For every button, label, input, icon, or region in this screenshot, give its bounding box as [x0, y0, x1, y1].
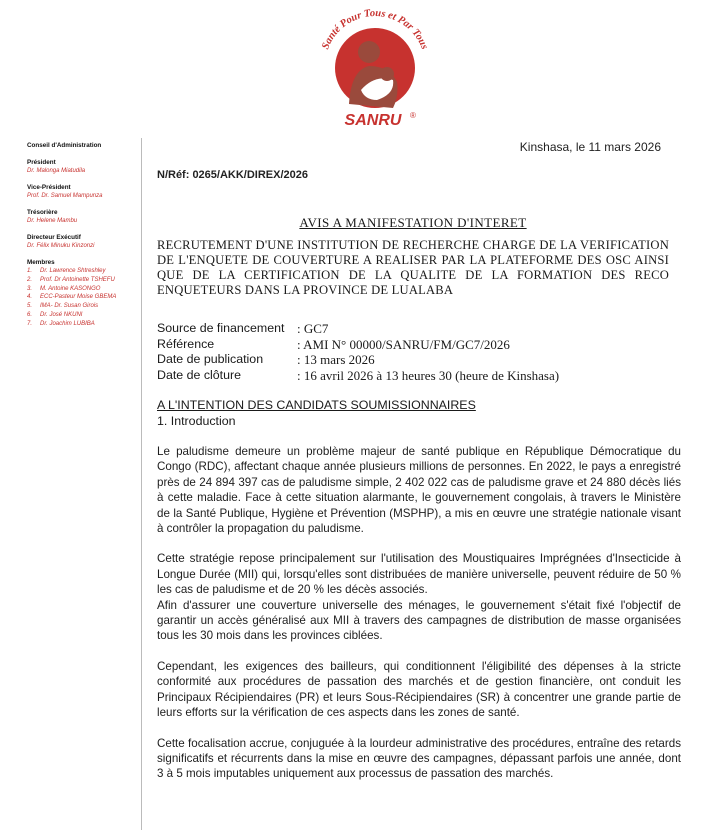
child-head [380, 67, 394, 81]
executive-director-name: Dr. Félix Minuku Kinzonzi [27, 243, 95, 249]
member-item: 3. M. Antoine KASONGO [27, 285, 101, 292]
member-item: 1. Dr. Lawrence Shtreshley [27, 268, 106, 274]
vice-president-section [27, 184, 132, 200]
reference-row: Référence : AMI N° 00000/SANRU/FM/GC7/2026 [157, 336, 510, 352]
mother-head [358, 41, 380, 63]
sanru-logo [305, 4, 445, 132]
body-paragraph: Afin d'assurer une couverture universelle des ménages, le gouvernement s'était fixé l'objectif de garantir un accès généralisé aux MII à travers des campagnes de distribution de masse organisées tous les 30 mois dans les provinces ciblées. [157, 598, 681, 643]
president-section [27, 159, 132, 175]
closing-date-row: Date de clôture : 16 avril 2026 à 13 heures 30 (heure de Kinshasa) [157, 367, 560, 383]
treasurer-section [27, 209, 132, 225]
member-item: 2. Prof. Dr Antoinette TSHEFU [27, 276, 115, 283]
body-paragraph: Cependant, les exigences des bailleurs, qui conditionnent l'éligibilité des dépenses à la stricte conformité aux procédures de passation des marchés et de gestion financière, ont conduit les Principaux Récipiendaires (PR) et leurs Sous-Récipiendaires (SR) à concentrer une grande partie de leurs efforts sur la vérification de ces aspects dans les zones de santé. [157, 659, 681, 720]
president-label: Président [27, 159, 56, 166]
sidebar-divider [141, 138, 142, 830]
treasurer-label: Trésorière [27, 209, 58, 216]
logo-arc-text: Santé Pour Tous et Par Tous [320, 7, 430, 51]
body-paragraph: Cette focalisation accrue, conjuguée à la lourdeur administrative des procédures, entraîne des retards significatifs et récurrents dans la mise en œuvre des campagnes, dépassant parfois une année, dont 3 à 5 mois imputables uniquement aux processus de passation des marchés. [157, 736, 681, 781]
member-item: 7. Dr. Joachim LUBIBA [27, 320, 95, 327]
funding-source-row: Source de financement : GC7 [157, 321, 329, 336]
audience-heading: A L'INTENTION DES CANDIDATS SOUMISSIONNAIRES [157, 398, 476, 412]
logo-registered-mark: ® [410, 111, 416, 120]
introduction-heading: 1. Introduction [157, 414, 236, 428]
sanru-emblem [305, 4, 445, 132]
publication-date-row: Date de publication : 13 mars 2026 [157, 352, 375, 367]
executive-director-label: Directeur Exécutif [27, 234, 81, 241]
executive-director-section [27, 234, 132, 250]
member-item: 4. ECC-Pasteur Moise GBEMA [27, 294, 117, 301]
letter-body [157, 444, 681, 782]
vice-president-label: Vice-Président [27, 184, 71, 191]
vice-president-name: Prof. Dr. Samuel Mampunza [27, 193, 103, 199]
president-name: Dr. Malonga Miatudila [27, 168, 86, 174]
board-section [27, 142, 132, 150]
notice-subject: RECRUTEMENT D'UNE INSTITUTION DE RECHERCHE CHARGE DE LA VERIFICATION DE L'ENQUETE DE COUVERTURE A REALISER PAR LA PLATEFORME DES OSC AINSI QUE DE LA CERTIFICATION DE LA QUALITE DE LA FORMATION DES RECO ENQUETEURS DANS LA PROVINCE DE LUALABA [157, 238, 669, 297]
members-section [27, 259, 132, 329]
members-label: Membres [27, 259, 55, 266]
logo-name: SANRU [344, 112, 402, 129]
member-item: 5. IMA- Dr. Susan Girois [27, 303, 99, 310]
board-sidebar [27, 142, 132, 338]
treasurer-name: Dr. Helene Mambu [27, 218, 78, 224]
body-paragraph: Le paludisme demeure un problème majeur de santé publique en République Démocratique du Congo (RDC), affectant chaque année plusieurs millions de personnes. En 2022, le pays a enregistré près de 24 894 397 cas de paludisme simple, 2 402 022 cas de paludisme grave et 24 880 décès liés à cette maladie. Face à cette situation alarmante, le gouvernement congolais, à travers le Ministère de la Santé Publique, Hygiène et Prévention (MSPHP), a mis en œuvre une stratégie nationale visant à contrôler la propagation du paludisme. [157, 445, 681, 536]
body-paragraph: Cette stratégie repose principalement sur l'utilisation des Moustiquaires Imprégnées d'Insecticide à Longue Durée (MII) qui, lorsqu'elles sont distribuées de manière universelle, peuvent réduire de 50 % les cas de paludisme et de 20 % les décès associés. [157, 552, 681, 597]
member-item: 6. Dr. José NKUNI [27, 311, 83, 318]
notice-details [157, 321, 559, 383]
notice-title: AVIS A MANIFESTATION D'INTERET [299, 215, 527, 230]
letter-date: Kinshasa, le 11 mars 2026 [519, 140, 661, 154]
letter-reference: N/Réf: 0265/AKK/DIREX/2026 [157, 169, 309, 181]
members-list [27, 267, 132, 329]
board-title: Conseil d'Administration [27, 142, 102, 149]
